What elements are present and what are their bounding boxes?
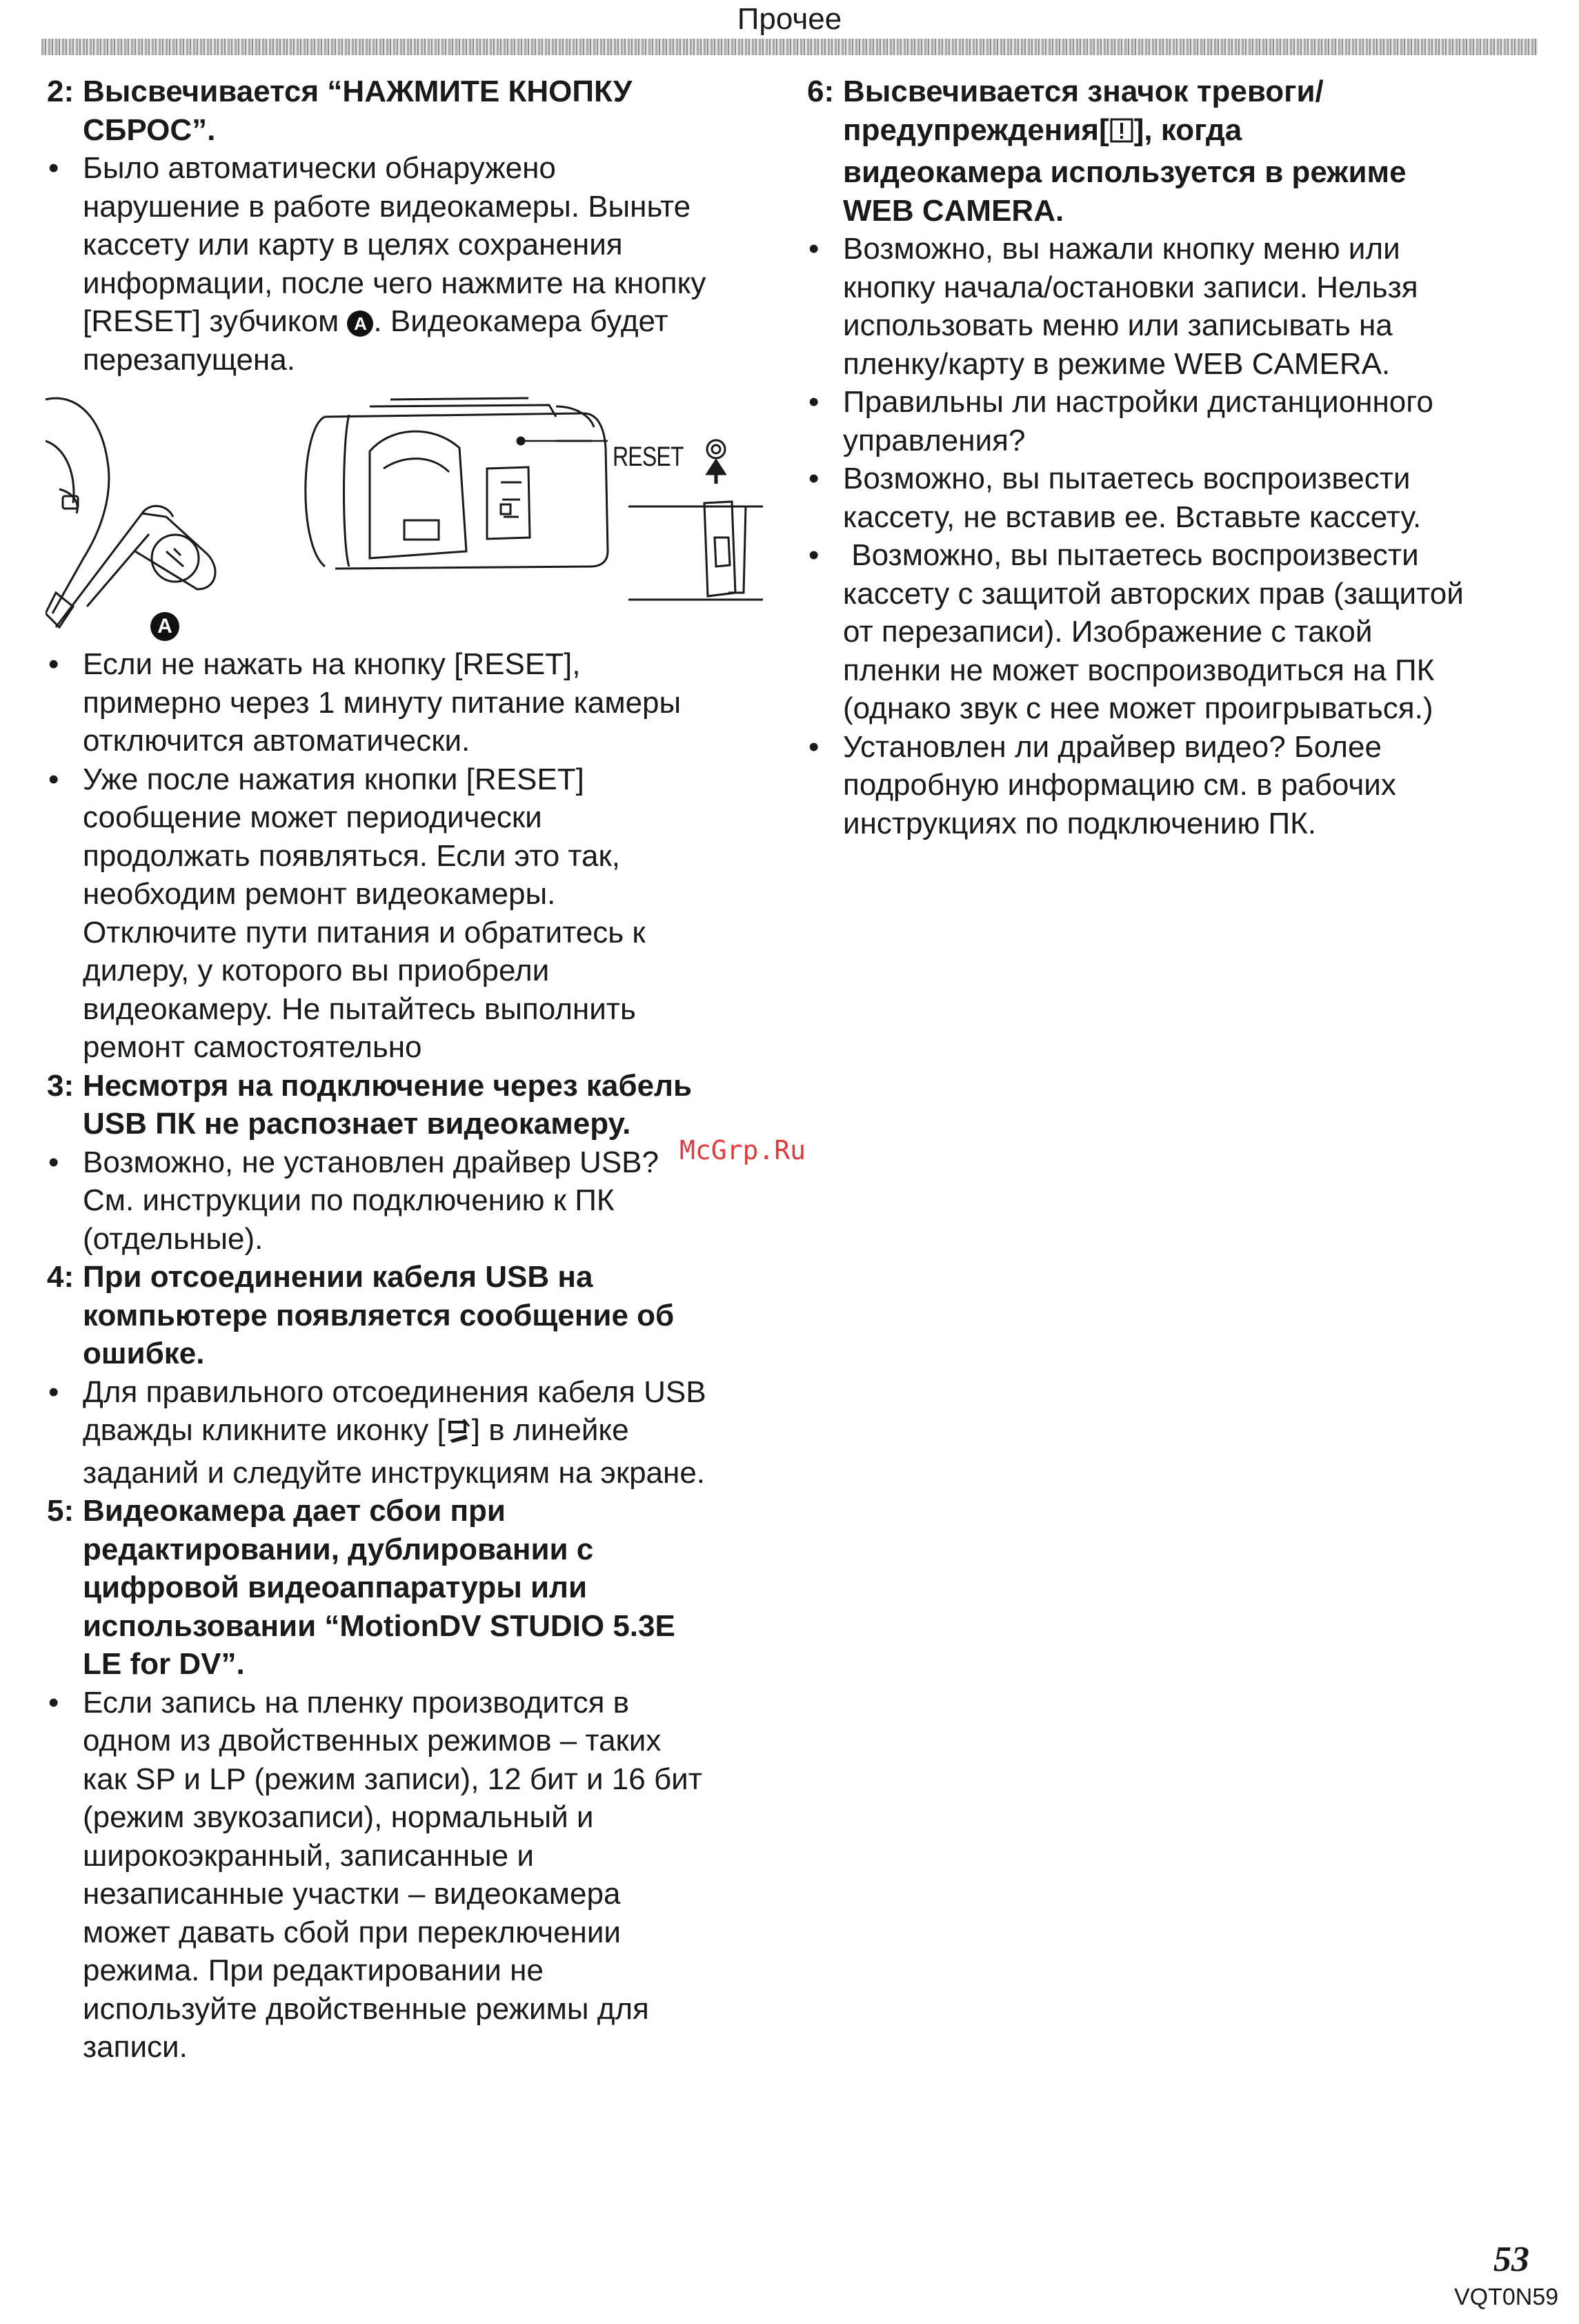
text-line: широкоэкранный, записанные и — [83, 1838, 534, 1873]
callout-a-icon: A — [347, 311, 373, 337]
page-number: 53 — [1493, 2240, 1529, 2279]
heading-line: ошибке. — [83, 1337, 205, 1370]
camcorder-illustration-icon — [46, 386, 763, 648]
heading-line: компьютере появляется сообщение об — [83, 1298, 675, 1332]
text-line: видеокамеру. Не пытайтесь выполнить — [83, 992, 636, 1026]
heading-line: LE for DV”. — [83, 1647, 245, 1681]
text-line: Если запись на пленку производится в — [83, 1685, 629, 1720]
text-line: дилеру, у которого вы приобрели — [83, 954, 550, 987]
text-line: Если не нажать на кнопку [RESET], — [83, 647, 581, 681]
bullet-item — [47, 645, 764, 760]
bullet-item — [47, 1143, 764, 1259]
callout-a-icon: A — [150, 612, 179, 641]
text-line: Возможно, вы пытаетесь воспроизвести — [843, 462, 1411, 495]
bullet-item — [807, 536, 1538, 728]
text-line: Возможно, не установлен драйвер USB? — [83, 1145, 659, 1179]
bullet-marker: • — [48, 151, 59, 185]
text-line: См. инструкции по подключению к ПК — [83, 1183, 615, 1217]
bullet-marker: • — [48, 1375, 59, 1409]
text-line: Возможно, вы пытаетесь воспроизвести — [843, 538, 1419, 572]
bullet-item — [807, 383, 1538, 460]
text-line: режима. При редактировании не — [83, 1953, 544, 1987]
watermark-text: McGrp.Ru — [679, 1135, 806, 1165]
heading-line: Высвечивается “НАЖМИТЕ КНОПКУ — [83, 75, 633, 108]
text-line: ремонт самостоятельно — [83, 1030, 422, 1064]
text-line: используйте двойственные режимы для — [83, 1991, 649, 2026]
bullet-marker: • — [808, 729, 820, 764]
section-6-heading — [807, 72, 1538, 230]
text-line: кассету или карту в целях сохранения — [83, 228, 623, 262]
text-line: необходим ремонт видеокамеры. — [83, 877, 556, 911]
bullet-item — [807, 728, 1538, 843]
bullet-item — [47, 1684, 764, 2067]
text-line: кассету, не вставив ее. Вставьте кассету. — [843, 500, 1422, 534]
section-number: 6: — [807, 75, 835, 108]
text-line: Возможно, вы нажали кнопку меню или — [843, 232, 1400, 266]
text-line: как SP и LP (режим записи), 12 бит и 16 бит — [83, 1762, 702, 1796]
text-line: (отдельные). — [83, 1221, 264, 1256]
text-line: записи. — [83, 2030, 188, 2064]
bullet-marker: • — [48, 1685, 59, 1720]
text-line: кнопку начала/остановки записи. Нельзя — [843, 270, 1418, 304]
text-line: продолжать появляться. Если это так, — [83, 838, 621, 873]
text-line: инструкциях по подключению ПК. — [843, 806, 1317, 840]
section-number: 3: — [47, 1068, 75, 1103]
text-line: Отключите пути питания и обратитесь к — [83, 915, 646, 949]
text-line: Правильны ли настройки дистанционного — [843, 385, 1433, 419]
text-line: от перезаписи). Изображение с такой — [843, 615, 1373, 649]
text-line: управления? — [843, 423, 1026, 457]
text-line: (однако звук с нее может проигрываться.) — [843, 691, 1433, 725]
section-2-heading — [47, 72, 764, 149]
text-line: пленку/карту в режиме WEB CAMERA. — [843, 346, 1391, 381]
section-number: 4: — [47, 1260, 75, 1294]
text-line: ] в линейке — [471, 1413, 629, 1447]
bullet-item — [47, 760, 764, 1067]
bullet-marker: • — [808, 462, 820, 495]
right-column — [807, 72, 1538, 843]
section-number: 5: — [47, 1494, 75, 1528]
text-line: использовать меню или записывать на — [843, 308, 1393, 342]
safely-remove-hardware-icon — [446, 1415, 472, 1454]
heading-line: При отсоединении кабеля USB на — [83, 1260, 593, 1294]
heading-line: USB ПК не распознает видеокамеру. — [83, 1107, 631, 1141]
heading-line: Высвечивается значок тревоги/ — [843, 75, 1324, 108]
page-header-title: Прочее — [737, 2, 842, 36]
heading-line: использовании “MotionDV STUDIO 5.3E — [83, 1608, 675, 1643]
bullet-marker: • — [808, 385, 820, 419]
bullet-item — [807, 460, 1538, 536]
text-line: нарушение в работе видеокамеры. Выньте — [83, 189, 691, 224]
text-line: пленки не может воспроизводиться на ПК — [843, 653, 1435, 687]
text-line: одном из двойственных режимов – таких — [83, 1724, 662, 1757]
text-line: Для правильного отсоединения кабеля USB — [83, 1375, 706, 1409]
heading-line: Видеокамера дает сбои при — [83, 1494, 506, 1528]
bullet-marker: • — [48, 762, 59, 796]
bullet-item — [47, 1373, 764, 1493]
text-line: отключится автоматически. — [83, 724, 470, 758]
heading-line: ], когда — [1133, 112, 1242, 147]
heading-line: цифровой видеоаппаратуры или — [83, 1570, 588, 1604]
warning-icon — [1109, 115, 1134, 154]
text-line: может давать сбой при переключении — [83, 1915, 621, 1949]
bullet-item — [807, 230, 1538, 383]
document-code: VQT0N59 — [1454, 2284, 1559, 2310]
heading-line: видеокамера используется в режиме — [843, 155, 1407, 189]
text-line: подробную информацию см. в рабочих — [843, 768, 1396, 802]
header-decorative-bar — [41, 39, 1538, 55]
text-line: сообщение может периодически — [83, 800, 542, 834]
text-line: перезапущена. — [83, 342, 295, 377]
heading-line: редактировании, дублировании с — [83, 1532, 594, 1566]
section-5-heading — [47, 1492, 764, 1684]
text-line: [RESET] зубчиком — [83, 304, 348, 338]
text-line: Было автоматически обнаружено — [83, 151, 556, 185]
text-line: заданий и следуйте инструкциям на экране. — [83, 1455, 706, 1490]
left-column — [47, 72, 764, 2067]
heading-line: СБРОС”. — [83, 112, 216, 147]
bullet-item — [47, 149, 764, 379]
bullet-marker: • — [808, 538, 820, 572]
text-line: Уже после нажатия кнопки [RESET] — [83, 762, 584, 796]
camcorder-reset-illustration — [46, 386, 764, 641]
section-number: 2: — [47, 75, 75, 108]
heading-line: WEB CAMERA. — [843, 193, 1064, 228]
bullet-marker: • — [48, 647, 59, 681]
bullet-marker: • — [808, 232, 820, 266]
text-line: . Видеокамера будет — [373, 304, 668, 338]
text-line: незаписанные участки – видеокамера — [83, 1877, 621, 1911]
text-line: Установлен ли драйвер видео? Более — [843, 729, 1382, 764]
text-line: дважды кликните иконку [ — [83, 1413, 446, 1447]
section-3-heading — [47, 1067, 764, 1143]
heading-line: предупреждения[ — [843, 112, 1109, 147]
heading-line: Несмотря на подключение через кабель — [83, 1068, 693, 1103]
text-line: информации, после чего нажмите на кнопку — [83, 266, 706, 300]
section-4-heading — [47, 1258, 764, 1373]
text-line: кассету с защитой авторских прав (защитой — [843, 576, 1464, 611]
text-line: (режим звукозаписи), нормальный и — [83, 1800, 594, 1834]
text-line: примерно через 1 минуту питание камеры — [83, 685, 682, 720]
reset-label: RESET — [613, 442, 684, 472]
bullet-marker: • — [48, 1145, 59, 1179]
